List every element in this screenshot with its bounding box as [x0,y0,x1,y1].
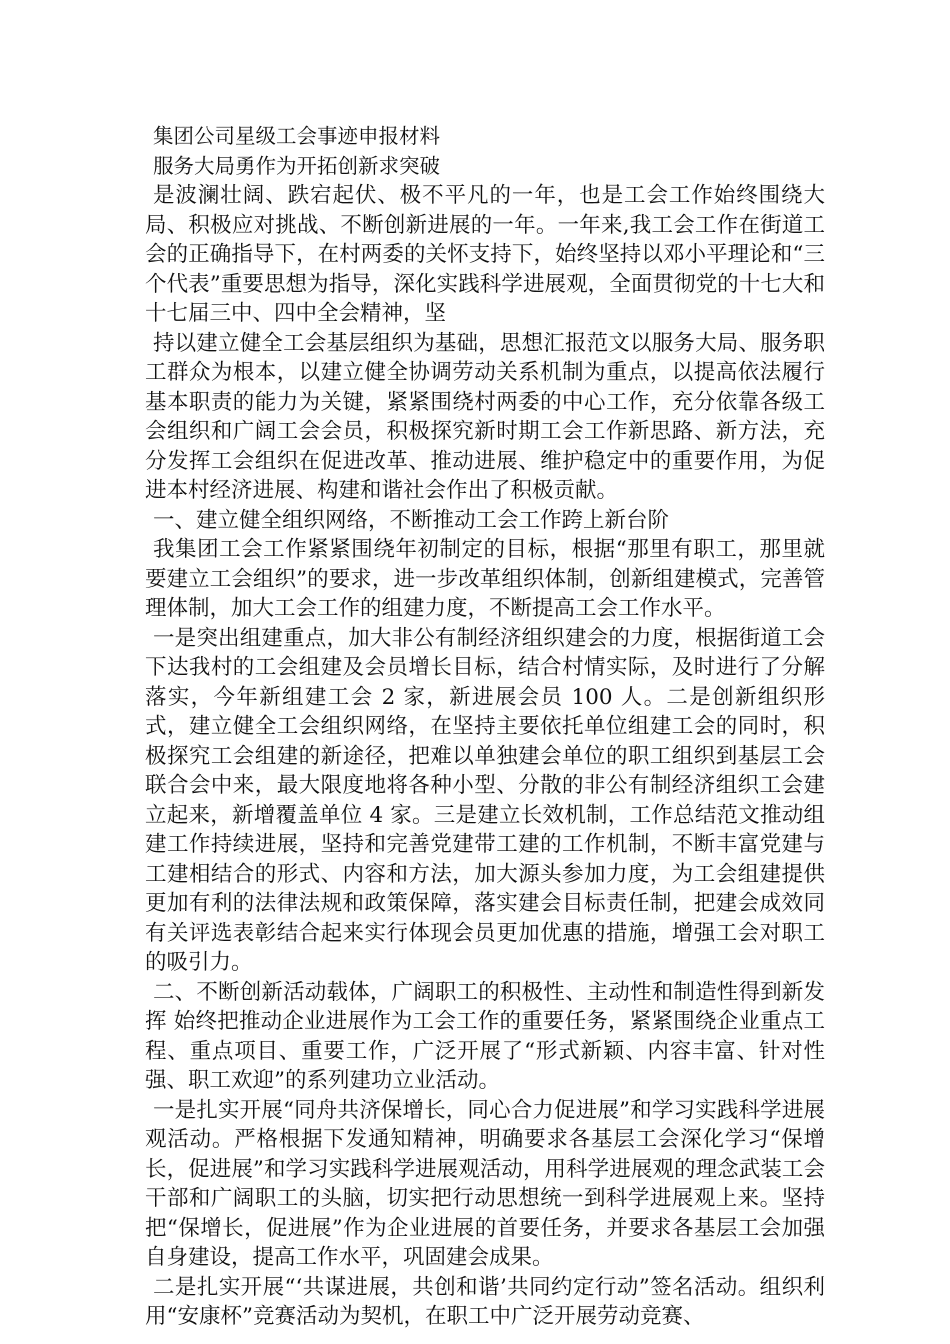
paragraph-section-1-details: 一是突出组建重点，加大非公有制经济组织建会的力度，根据街道工会下达我村的工会组建及会员增长目标，结合村情实际，及时进行了分解落实，今年新组建工会 2 家，新进展会员 100 人。二是创新组织形式，建立健全工会组织网络，在坚持主要依托单位组建工会的同时，积极探究工会组建的新途径，把难以单独建会单位的职工组织到基层工会联合会中来，最大限度地将各种小型、分散的非公有制经济组织工会建立起来，新增覆盖单位 4 家。三是建立长效机制，工作总结范文推动组建工作持续进展，坚持和完善党建带工建的工作机制，不断丰富党建与工建相结合的形式、内容和方法，加大源头参加力度，为工会组建提供更加有利的法律法规和政策保障，落实建会目标责任制，把建会成效同有关评选表彰结合起来实行体现会员更加优惠的措施，增强工会对职工的吸引力。 [145,625,825,975]
document-body [145,122,825,1332]
document-title: 集团公司星级工会事迹申报材料 [153,124,440,148]
paragraph-section-2-item-1: 一是扎实开展“同舟共济保增长，同心合力促进展”和学习实践科学进展观活动。严格根据下发通知精神，明确要求各基层工会深化学习“保增长，促进展”和学习实践科学进展观活动，用科学进展观的理念武装工会干部和广阔职工的头脑，切实把行动思想统一到科学进展观上来。坚持把“保增长，促进展”作为企业进展的首要任务，并要求各基层工会加强自身建设，提高工作水平，巩固建会成果。 [145,1097,825,1270]
paragraph-section-2-item-2: 二是扎实开展“‘共谋进展，共创和谐’共同约定行动”签名活动。组织利用“安康杯”竞赛活动为契机，在职工中广泛开展劳动竞赛、 [145,1274,825,1329]
document-subtitle: 服务大局勇作为开拓创新求突破 [153,153,440,178]
section-heading-2: 二、不断创新活动载体，广阔职工的积极性、主动性和制造性得到新发挥 始终把推动企业进展作为工会工作的重要任务，紧紧围绕企业重点工程、重点项目、重要工作，广泛开展了“形式新颖、内容丰富、针对性强、职工欢迎”的系列建功立业活动。 [145,979,825,1093]
paragraph-section-1-summary: 我集团工会工作紧紧围绕年初制定的目标，根据“那里有职工，那里就要建立工会组织”的要求，进一步改革组织体制，创新组建模式，完善管理体制，加大工会工作的组建力度，不断提高工会工作水平。 [145,537,825,621]
section-heading-1: 一、建立健全组织网络，不断推动工会工作跨上新台阶 [153,507,670,533]
paragraph-intro-continued: 持以建立健全工会基层组织为基础，思想汇报范文以服务大局、服务职工群众为根本，以建立健全协调劳动关系机制为重点，以提高依法履行基本职责的能力为关键，紧紧围绕村两委的中心工作，充分依靠各级工会组织和广阔工会会员，积极探究新时期工会工作新思路、新方法，充分发挥工会组织在促进改革、推动进展、维护稳定中的重要作用，为促进本村经济进展、构建和谐社会作出了积极贡献。 [145,330,825,503]
paragraph-intro: 是波澜壮阔、跌宕起伏、极不平凡的一年，也是工会工作始终围绕大局、积极应对挑战、不断创新进展的一年。一年来,我工会工作在街道工会的正确指导下，在村两委的关怀支持下，始终坚持以邓小平理论和“三个代表”重要思想为指导，深化实践科学进展观，全面贯彻党的十七大和十七届三中、四中全会精神，坚 [145,183,825,326]
